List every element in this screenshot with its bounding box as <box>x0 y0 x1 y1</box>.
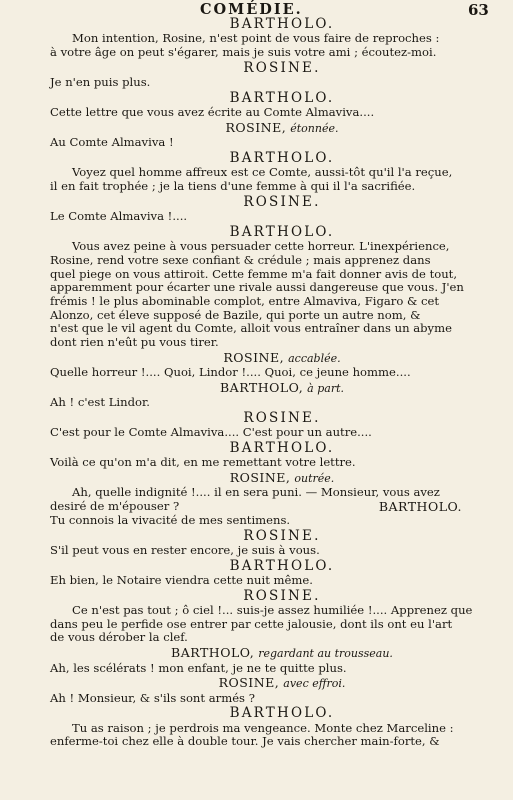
dialogue-line: Ah ! c'est Lindor. <box>50 395 150 410</box>
running-title: COMÉDIE. <box>200 1 303 18</box>
speaker-label: BARTHOLO. <box>229 557 335 574</box>
dialogue-line: S'il peut vous en rester encore, je suis à vous. <box>50 542 320 557</box>
dialogue-line: Voyez quel homme affreux est ce Comte, aussi-tôt qu'il l'a reçue, <box>72 165 453 180</box>
dialogue-line: il en fait trophée ; je la tiens d'une femme à qui il l'a sacrifiée. <box>50 179 416 194</box>
speaker-name <box>62 410 502 426</box>
speaker-name <box>62 705 502 721</box>
speaker-label: ROSINE. <box>243 193 321 210</box>
speaker-name <box>62 224 502 240</box>
speaker-name <box>62 120 502 136</box>
dialogue-line: de vous dérober la clef. <box>50 630 188 645</box>
dialogue-line: Ah ! Monsieur, & s'ils sont armés ? <box>50 690 255 705</box>
dialogue-text: desiré de m'épouser ? <box>50 499 180 514</box>
speaker-label: BARTHOLO. <box>229 89 335 106</box>
speaker-name <box>62 16 502 32</box>
dialogue-line: dont rien n'eût pu vous tirer. <box>50 335 219 350</box>
stage-direction: outrée. <box>294 472 335 486</box>
stage-direction: regardant au trousseau. <box>258 647 393 661</box>
speaker-label: BARTHOLO. <box>229 16 335 32</box>
speaker-name <box>62 588 502 604</box>
dialogue-line: Ce n'est pas tout ; ô ciel !... suis-je assez humiliée !.... Apprenez que <box>72 603 473 618</box>
stage-direction: accablée. <box>288 351 341 365</box>
speaker-name <box>62 645 502 661</box>
running-head <box>0 1 513 17</box>
speaker-label: ROSINE. <box>243 59 321 76</box>
dialogue-line: Rosine, rend votre sexe confiant & crédule ; mais apprenez dans <box>50 252 431 267</box>
speaker-label: BARTHOLO. <box>378 499 462 515</box>
play-text <box>50 16 502 749</box>
speaker-name <box>62 558 502 574</box>
speaker-label: ROSINE, <box>229 470 291 486</box>
page-number: 63 <box>468 1 489 19</box>
speaker-label: ROSINE, <box>225 119 287 135</box>
speaker-label: BARTHOLO, <box>171 645 255 661</box>
dialogue-line: C'est pour le Comte Almaviva.... C'est pour un autre.... <box>50 425 372 440</box>
dialogue-line: Voilà ce qu'on m'a dit, en me remettant votre lettre. <box>50 455 356 470</box>
dialogue-line: Au Comte Almaviva ! <box>50 135 174 150</box>
dialogue-line: Eh bien, le Notaire viendra cette nuit même. <box>50 572 313 587</box>
speaker-name <box>62 60 502 76</box>
speaker-label: BARTHOLO. <box>229 705 335 722</box>
speaker-label: BARTHOLO. <box>229 223 335 240</box>
dialogue-line: Tu connois la vivacité de mes sentimens. <box>50 512 291 527</box>
speaker-label: ROSINE, <box>223 349 285 365</box>
dialogue-line: Ah, les scélérats ! mon enfant, je ne te quitte plus. <box>50 660 347 675</box>
speaker-name <box>62 440 502 456</box>
dialogue-line: frémis ! le plus abominable complot, entre Almaviva, Figaro & cet <box>50 293 440 308</box>
dialogue-line: Vous avez peine à vous persuader cette horreur. L'inexpérience, <box>72 239 450 254</box>
speaker-label: ROSINE. <box>243 527 321 544</box>
dialogue-line: Tu as raison ; je perdrois ma vengeance. Monte chez Marceline : <box>72 720 454 735</box>
speaker-label: ROSINE. <box>243 409 321 426</box>
speaker-name <box>62 350 502 366</box>
speaker-name <box>62 470 502 486</box>
stage-direction: à part. <box>307 381 345 395</box>
dialogue-line: n'est que le vil agent du Comte, alloit vous entraîner dans un abyme <box>50 321 452 336</box>
stage-direction: étonnée. <box>290 121 339 135</box>
speaker-label: BARTHOLO. <box>229 439 335 456</box>
dialogue-line <box>50 500 502 514</box>
speaker-name <box>62 194 502 210</box>
dialogue-line: Ah, quelle indignité !.... il en sera puni. — Monsieur, vous avez <box>72 485 440 500</box>
speaker-name <box>62 528 502 544</box>
speaker-label: ROSINE, <box>218 675 280 691</box>
speaker-name <box>62 380 502 396</box>
dialogue-line: apparemment pour écarter une rivale aussi dangereuse que vous. J'en <box>50 280 464 295</box>
speaker-name <box>62 90 502 106</box>
dialogue-line: Quelle horreur !.... Quoi, Lindor !.... Quoi, ce jeune homme.... <box>50 365 411 380</box>
dialogue-line: Le Comte Almaviva !.... <box>50 209 188 224</box>
dialogue-line: à votre âge on peut s'égarer, mais je suis votre ami ; écoutez-moi. <box>50 45 437 60</box>
dialogue-line: Mon intention, Rosine, n'est point de vous faire de reproches : <box>72 31 440 46</box>
stage-direction: avec effroi. <box>283 677 346 691</box>
speaker-name <box>62 150 502 166</box>
dialogue-line: enferme-toi chez elle à double tour. Je vais chercher main-forte, & <box>50 734 440 749</box>
speaker-label: BARTHOLO. <box>229 150 335 166</box>
dialogue-line: quel piege on vous attiroit. Cette femme m'a fait donner avis de tout, <box>50 266 458 281</box>
dialogue-line: dans peu le perfide ose entrer par cette jalousie, dont ils ont eu l'art <box>50 616 453 631</box>
dialogue-line: Cette lettre que vous avez écrite au Comte Almaviva.... <box>50 105 375 120</box>
dialogue-line: Je n'en puis plus. <box>50 75 151 90</box>
speaker-label: BARTHOLO, <box>219 379 304 395</box>
speaker-label: ROSINE. <box>243 587 321 604</box>
dialogue-line: Alonzo, cet éleve supposé de Bazile, qui porte un autre nom, & <box>50 307 421 322</box>
speaker-name <box>62 675 502 691</box>
